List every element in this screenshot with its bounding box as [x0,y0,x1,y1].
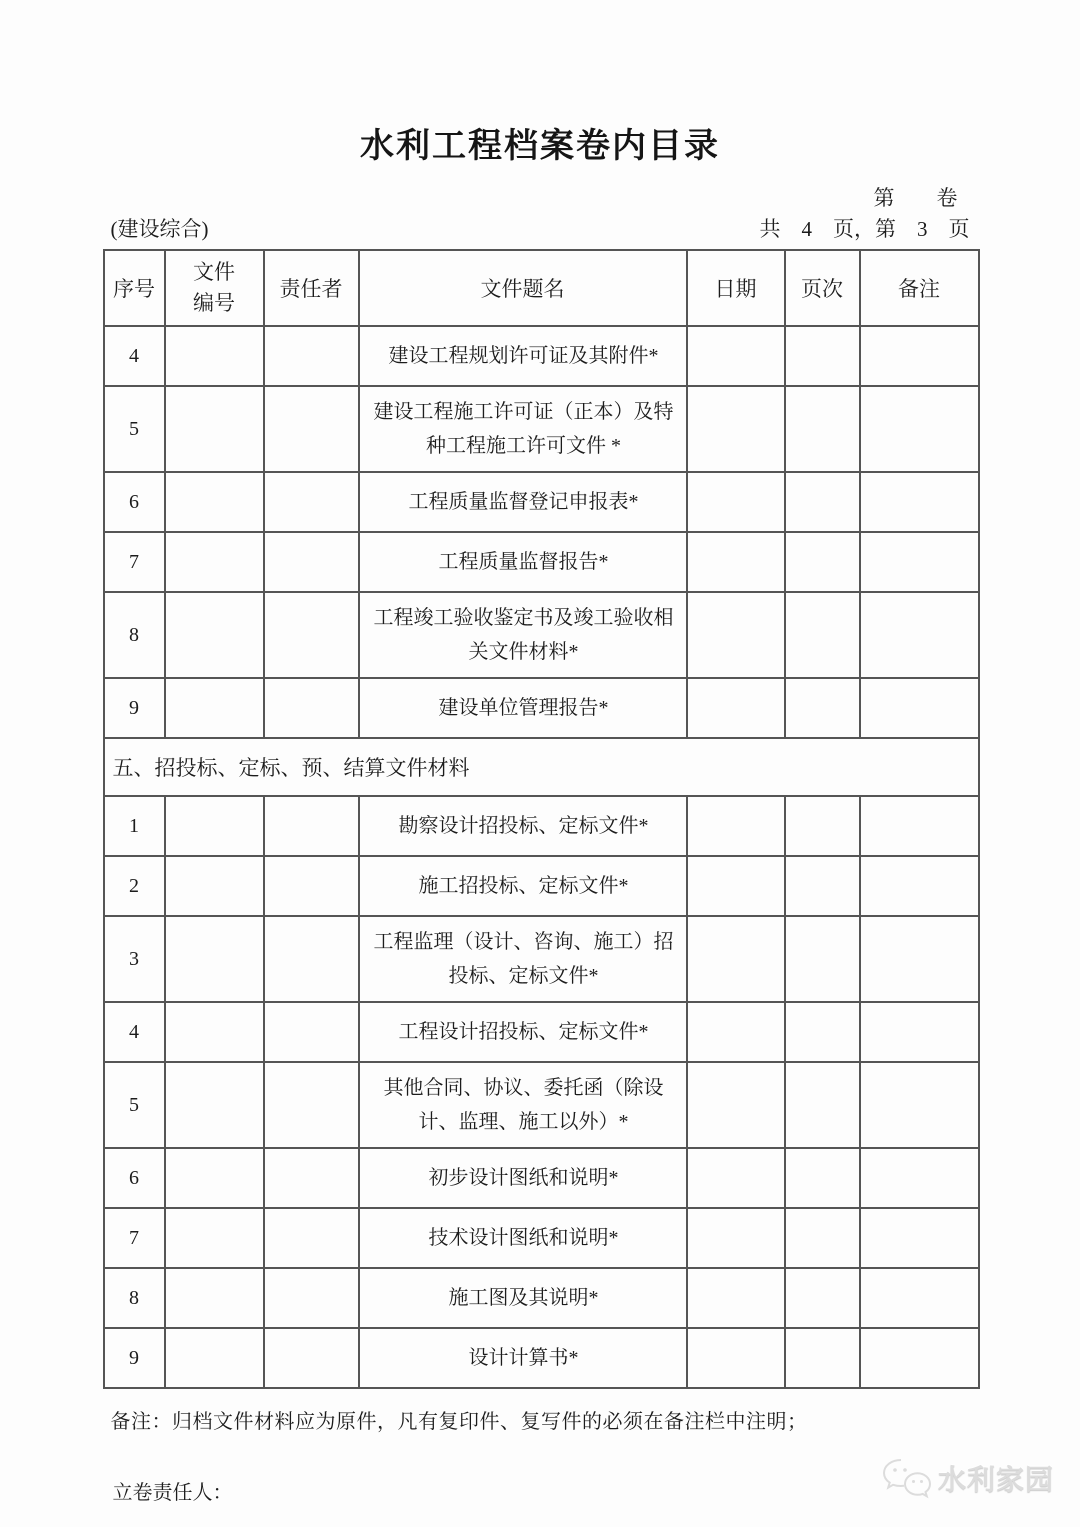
cell-seq: 2 [104,856,165,916]
cell-remark [860,856,979,916]
header-responsible: 责任者 [264,250,359,326]
cell-date [687,678,785,738]
cell-doc-title: 建设单位管理报告* [359,678,687,738]
table-row [104,1208,979,1268]
cell-responsible [264,532,359,592]
cell-responsible [264,1062,359,1148]
cell-doc-title: 工程质量监督登记申报表* [359,472,687,532]
header-date: 日期 [687,250,785,326]
cell-remark [860,916,979,1002]
cell-page-no [785,1148,860,1208]
cell-page-no [785,1328,860,1388]
cell-date [687,472,785,532]
cell-date [687,1328,785,1388]
table-row [104,472,979,532]
cell-file-number [165,1002,264,1062]
cell-doc-title: 工程设计招投标、定标文件* [359,1002,687,1062]
cell-date [687,1062,785,1148]
header-doc-title: 文件题名 [359,250,687,326]
cell-responsible [264,1208,359,1268]
cell-responsible [264,856,359,916]
cell-remark [860,532,979,592]
cell-responsible [264,916,359,1002]
cell-remark [860,472,979,532]
cell-remark [860,326,979,386]
cell-doc-title: 技术设计图纸和说明* [359,1208,687,1268]
catalog-table [103,249,980,1389]
watermark-text: 水利家园 [937,1464,1054,1495]
table-row [104,1148,979,1208]
cell-remark [860,1208,979,1268]
cell-doc-title: 建设工程施工许可证（正本）及特种工程施工许可文件 * [359,386,687,472]
cell-file-number [165,1148,264,1208]
wechat-icon [881,1457,933,1499]
table-row [104,326,979,386]
cell-date [687,916,785,1002]
cell-doc-title: 施工图及其说明* [359,1268,687,1328]
cell-seq: 6 [104,472,165,532]
cell-remark [860,386,979,472]
responsible-person-label: 立卷责任人： [112,1482,233,1504]
table-row [104,386,979,472]
cell-page-no [785,472,860,532]
page-count-line: 共 4 页，第 3 页 [759,217,970,241]
cell-file-number [165,386,264,472]
cell-responsible [264,1268,359,1328]
cell-file-number [165,472,264,532]
category-label: (建设综合) [110,217,209,241]
watermark [881,1457,1054,1499]
document-page [103,0,978,1505]
table-row [104,532,979,592]
cell-remark [860,796,979,856]
cell-file-number [165,796,264,856]
remark-note: 备注：归档文件材料应为原件，凡有复印件、复写件的必须在备注栏中注明； [110,1411,808,1433]
meta-row [103,213,978,245]
cell-remark [860,1002,979,1062]
document-meta [103,183,978,245]
cell-page-no [785,386,860,472]
cell-page-no [785,678,860,738]
page-title: 水利工程档案卷内目录 [360,127,720,165]
cell-file-number [165,1208,264,1268]
cell-seq: 6 [104,1148,165,1208]
cell-date [687,532,785,592]
header-page-no: 页次 [785,250,860,326]
cell-date [687,796,785,856]
table-header-row [104,250,979,326]
table-row [104,592,979,678]
cell-page-no [785,592,860,678]
cell-file-number [165,678,264,738]
cell-seq: 9 [104,1328,165,1388]
cell-remark [860,1328,979,1388]
cell-seq: 7 [104,1208,165,1268]
cell-responsible [264,472,359,532]
cell-page-no [785,796,860,856]
cell-file-number [165,1268,264,1328]
table-row [104,678,979,738]
cell-doc-title: 其他合同、协议、委托函（除设计、监理、施工以外）* [359,1062,687,1148]
cell-seq: 5 [104,1062,165,1148]
cell-file-number [165,916,264,1002]
cell-doc-title: 工程质量监督报告* [359,532,687,592]
table-row [104,1002,979,1062]
table-row [104,1268,979,1328]
cell-date [687,1268,785,1328]
cell-doc-title: 工程监理（设计、咨询、施工）招投标、定标文件* [359,916,687,1002]
cell-file-number [165,592,264,678]
cell-page-no [785,1002,860,1062]
cell-doc-title: 初步设计图纸和说明* [359,1148,687,1208]
cell-page-no [785,1062,860,1148]
cell-doc-title: 勘察设计招投标、定标文件* [359,796,687,856]
cell-seq: 8 [104,1268,165,1328]
volume-line: 第 卷 [873,186,958,210]
cell-doc-title: 设计计算书* [359,1328,687,1388]
table-row [104,796,979,856]
cell-date [687,1002,785,1062]
cell-responsible [264,386,359,472]
cell-page-no [785,1268,860,1328]
cell-doc-title: 工程竣工验收鉴定书及竣工验收相关文件材料* [359,592,687,678]
cell-seq: 9 [104,678,165,738]
section-header-label: 五、招投标、定标、预、结算文件材料 [104,738,979,796]
cell-file-number [165,856,264,916]
cell-doc-title: 施工招投标、定标文件* [359,856,687,916]
cell-date [687,1208,785,1268]
table-row [104,916,979,1002]
cell-date [687,856,785,916]
header-file-number: 文件编号 [165,250,264,326]
header-seq: 序号 [104,250,165,326]
cell-seq: 4 [104,1002,165,1062]
cell-remark [860,592,979,678]
cell-seq: 8 [104,592,165,678]
cell-seq: 1 [104,796,165,856]
cell-file-number [165,1062,264,1148]
cell-seq: 4 [104,326,165,386]
cell-page-no [785,532,860,592]
table-row [104,856,979,916]
cell-responsible [264,326,359,386]
cell-responsible [264,1328,359,1388]
table-row [104,1062,979,1148]
table-row [104,1328,979,1388]
cell-page-no [785,326,860,386]
cell-responsible [264,592,359,678]
cell-remark [860,1148,979,1208]
cell-page-no [785,856,860,916]
cell-date [687,326,785,386]
header-remark: 备注 [860,250,979,326]
cell-doc-title: 建设工程规划许可证及其附件* [359,326,687,386]
cell-page-no [785,916,860,1002]
cell-seq: 7 [104,532,165,592]
cell-page-no [785,1208,860,1268]
cell-seq: 3 [104,916,165,1002]
cell-responsible [264,678,359,738]
cell-responsible [264,1148,359,1208]
cell-responsible [264,796,359,856]
cell-remark [860,1062,979,1148]
cell-responsible [264,1002,359,1062]
cell-date [687,386,785,472]
cell-seq: 5 [104,386,165,472]
cell-file-number [165,532,264,592]
section-header-row [104,738,979,796]
cell-date [687,592,785,678]
cell-remark [860,1268,979,1328]
cell-file-number [165,1328,264,1388]
cell-date [687,1148,785,1208]
cell-file-number [165,326,264,386]
cell-remark [860,678,979,738]
